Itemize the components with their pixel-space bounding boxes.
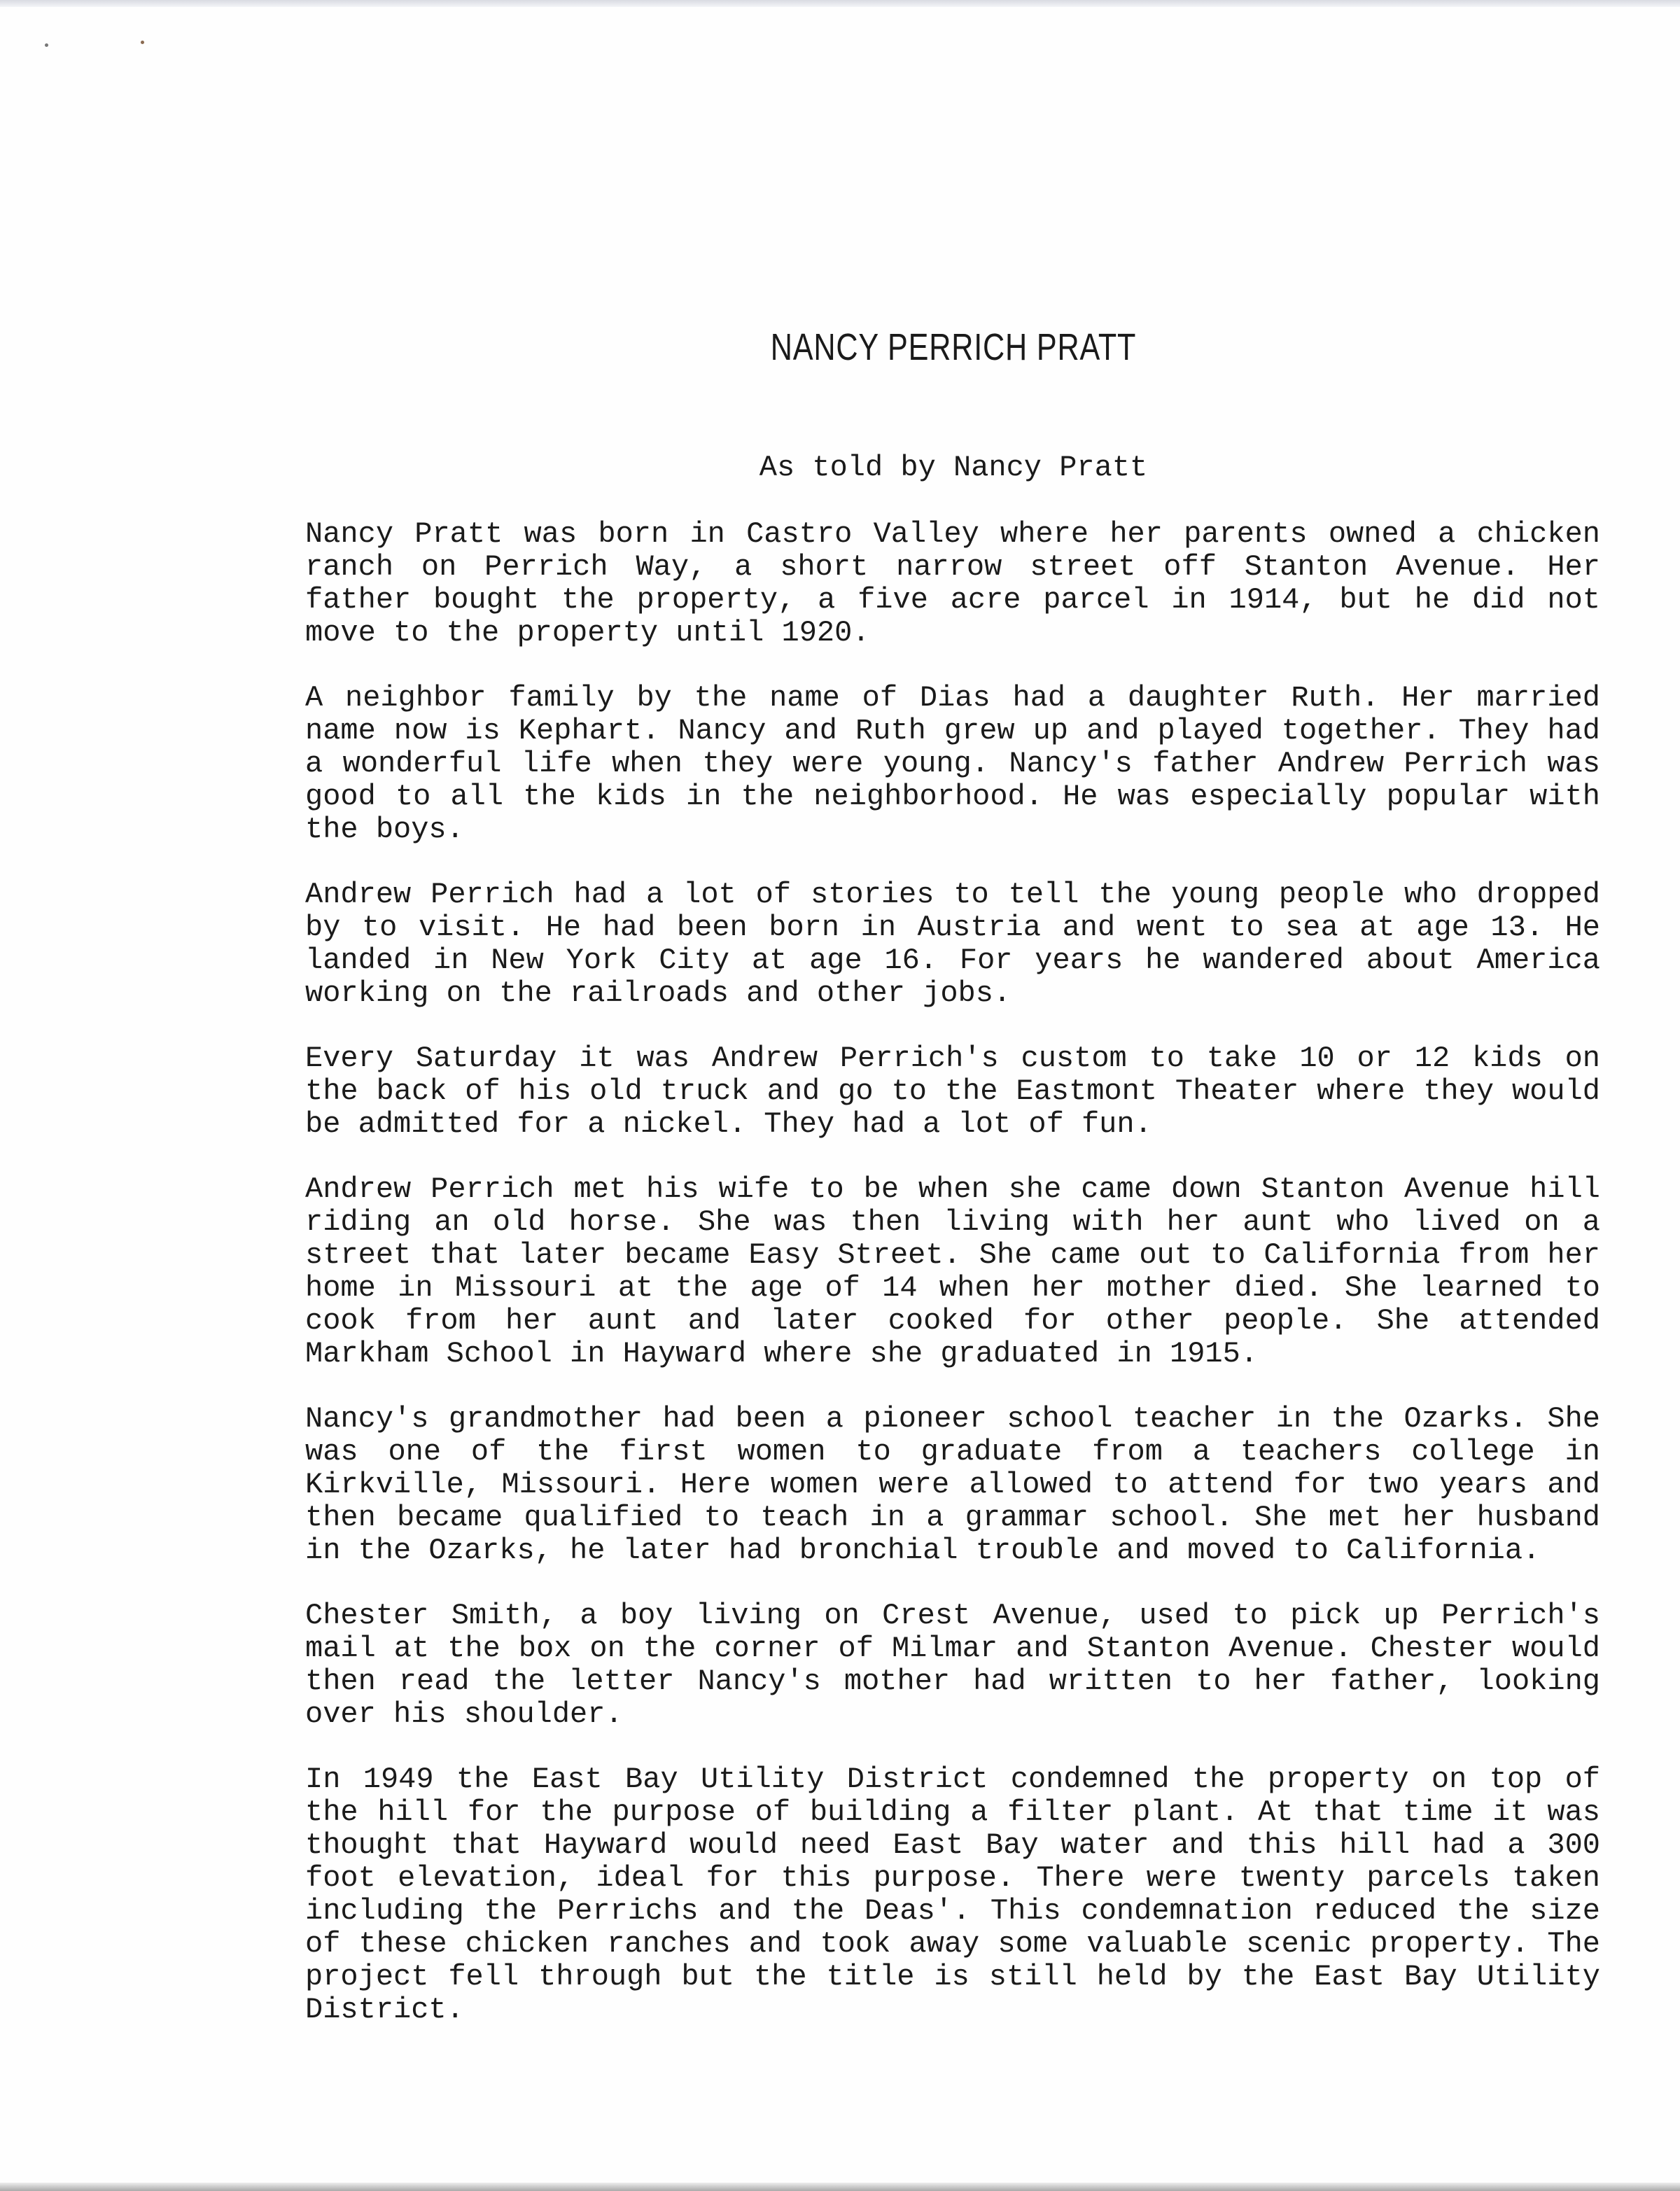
paragraph-7: Chester Smith, a boy living on Crest Avenue, used to pick up Perrich's mail at the box on the corner of Milmar and Stanton Avenue. Chester would then read the letter Nancy's mother had written to her father, looking over his shoulder. (305, 1599, 1600, 1731)
document-title: NANCY PERRICH PRATT (770, 326, 1137, 368)
paragraph-8: In 1949 the East Bay Utility District condemned the property on top of the hill for the purpose of building a filter plant. At that time it was thought that Hayward would need East Bay water and this hill had a 300 foot elevation, ideal for this purpose. There were twenty parcels taken including the Perrichs and the Deas'. This condemnation reduced the size of these chicken ranches and took away some valuable scenic property. The project fell through but the title is still held by the East Bay Utility District. (305, 1763, 1600, 2026)
paragraph-1: Nancy Pratt was born in Castro Valley where her parents owned a chicken ranch on Perrich Way, a short narrow street off Stanton Avenue. Her father bought the property, a five acre parcel in 1914, but he did not move to the property until 1920. (305, 517, 1600, 650)
scan-speck (141, 41, 144, 44)
paragraph-5: Andrew Perrich met his wife to be when she came down Stanton Avenue hill riding an old horse. She was then living with her aunt who lived on a street that later became Easy Street. She came out to California from her home in Missouri at the age of 14 when her mother died. She learned to cook from her aunt and later cooked for other people. She attended Markham School in Hayward where she graduated in 1915. (305, 1172, 1600, 1371)
document-body (305, 518, 1600, 2059)
scan-edge-bottom (0, 2183, 1680, 2191)
scan-speck (45, 43, 48, 47)
scan-edge-top (0, 0, 1680, 7)
paragraph-4: Every Saturday it was Andrew Perrich's custom to take 10 or 12 kids on the back of his old truck and go to the Eastmont Theater where they would be admitted for a nickel. They had a lot of fun. (305, 1042, 1600, 1141)
paragraph-3: Andrew Perrich had a lot of stories to tell the young people who dropped by to visit. He had been born in Austria and went to sea at age 13. He landed in New York City at age 16. For years he wandered about America working on the railroads and other jobs. (305, 878, 1600, 1010)
paragraph-2: A neighbor family by the name of Dias had a daughter Ruth. Her married name now is Kephart. Nancy and Ruth grew up and played together. They had a wonderful life when they were young. Nancy's father Andrew Perrich was good to all the kids in the neighborhood. He was especially popular with the boys. (305, 681, 1600, 846)
document-subtitle: As told by Nancy Pratt (759, 451, 1148, 484)
paragraph-6: Nancy's grandmother had been a pioneer school teacher in the Ozarks. She was one of the first women to graduate from a teachers college in Kirkville, Missouri. Here women were allowed to attend for two years and then became qualified to teach in a grammar school. She met her husband in the Ozarks, he later had bronchial trouble and moved to California. (305, 1402, 1600, 1567)
